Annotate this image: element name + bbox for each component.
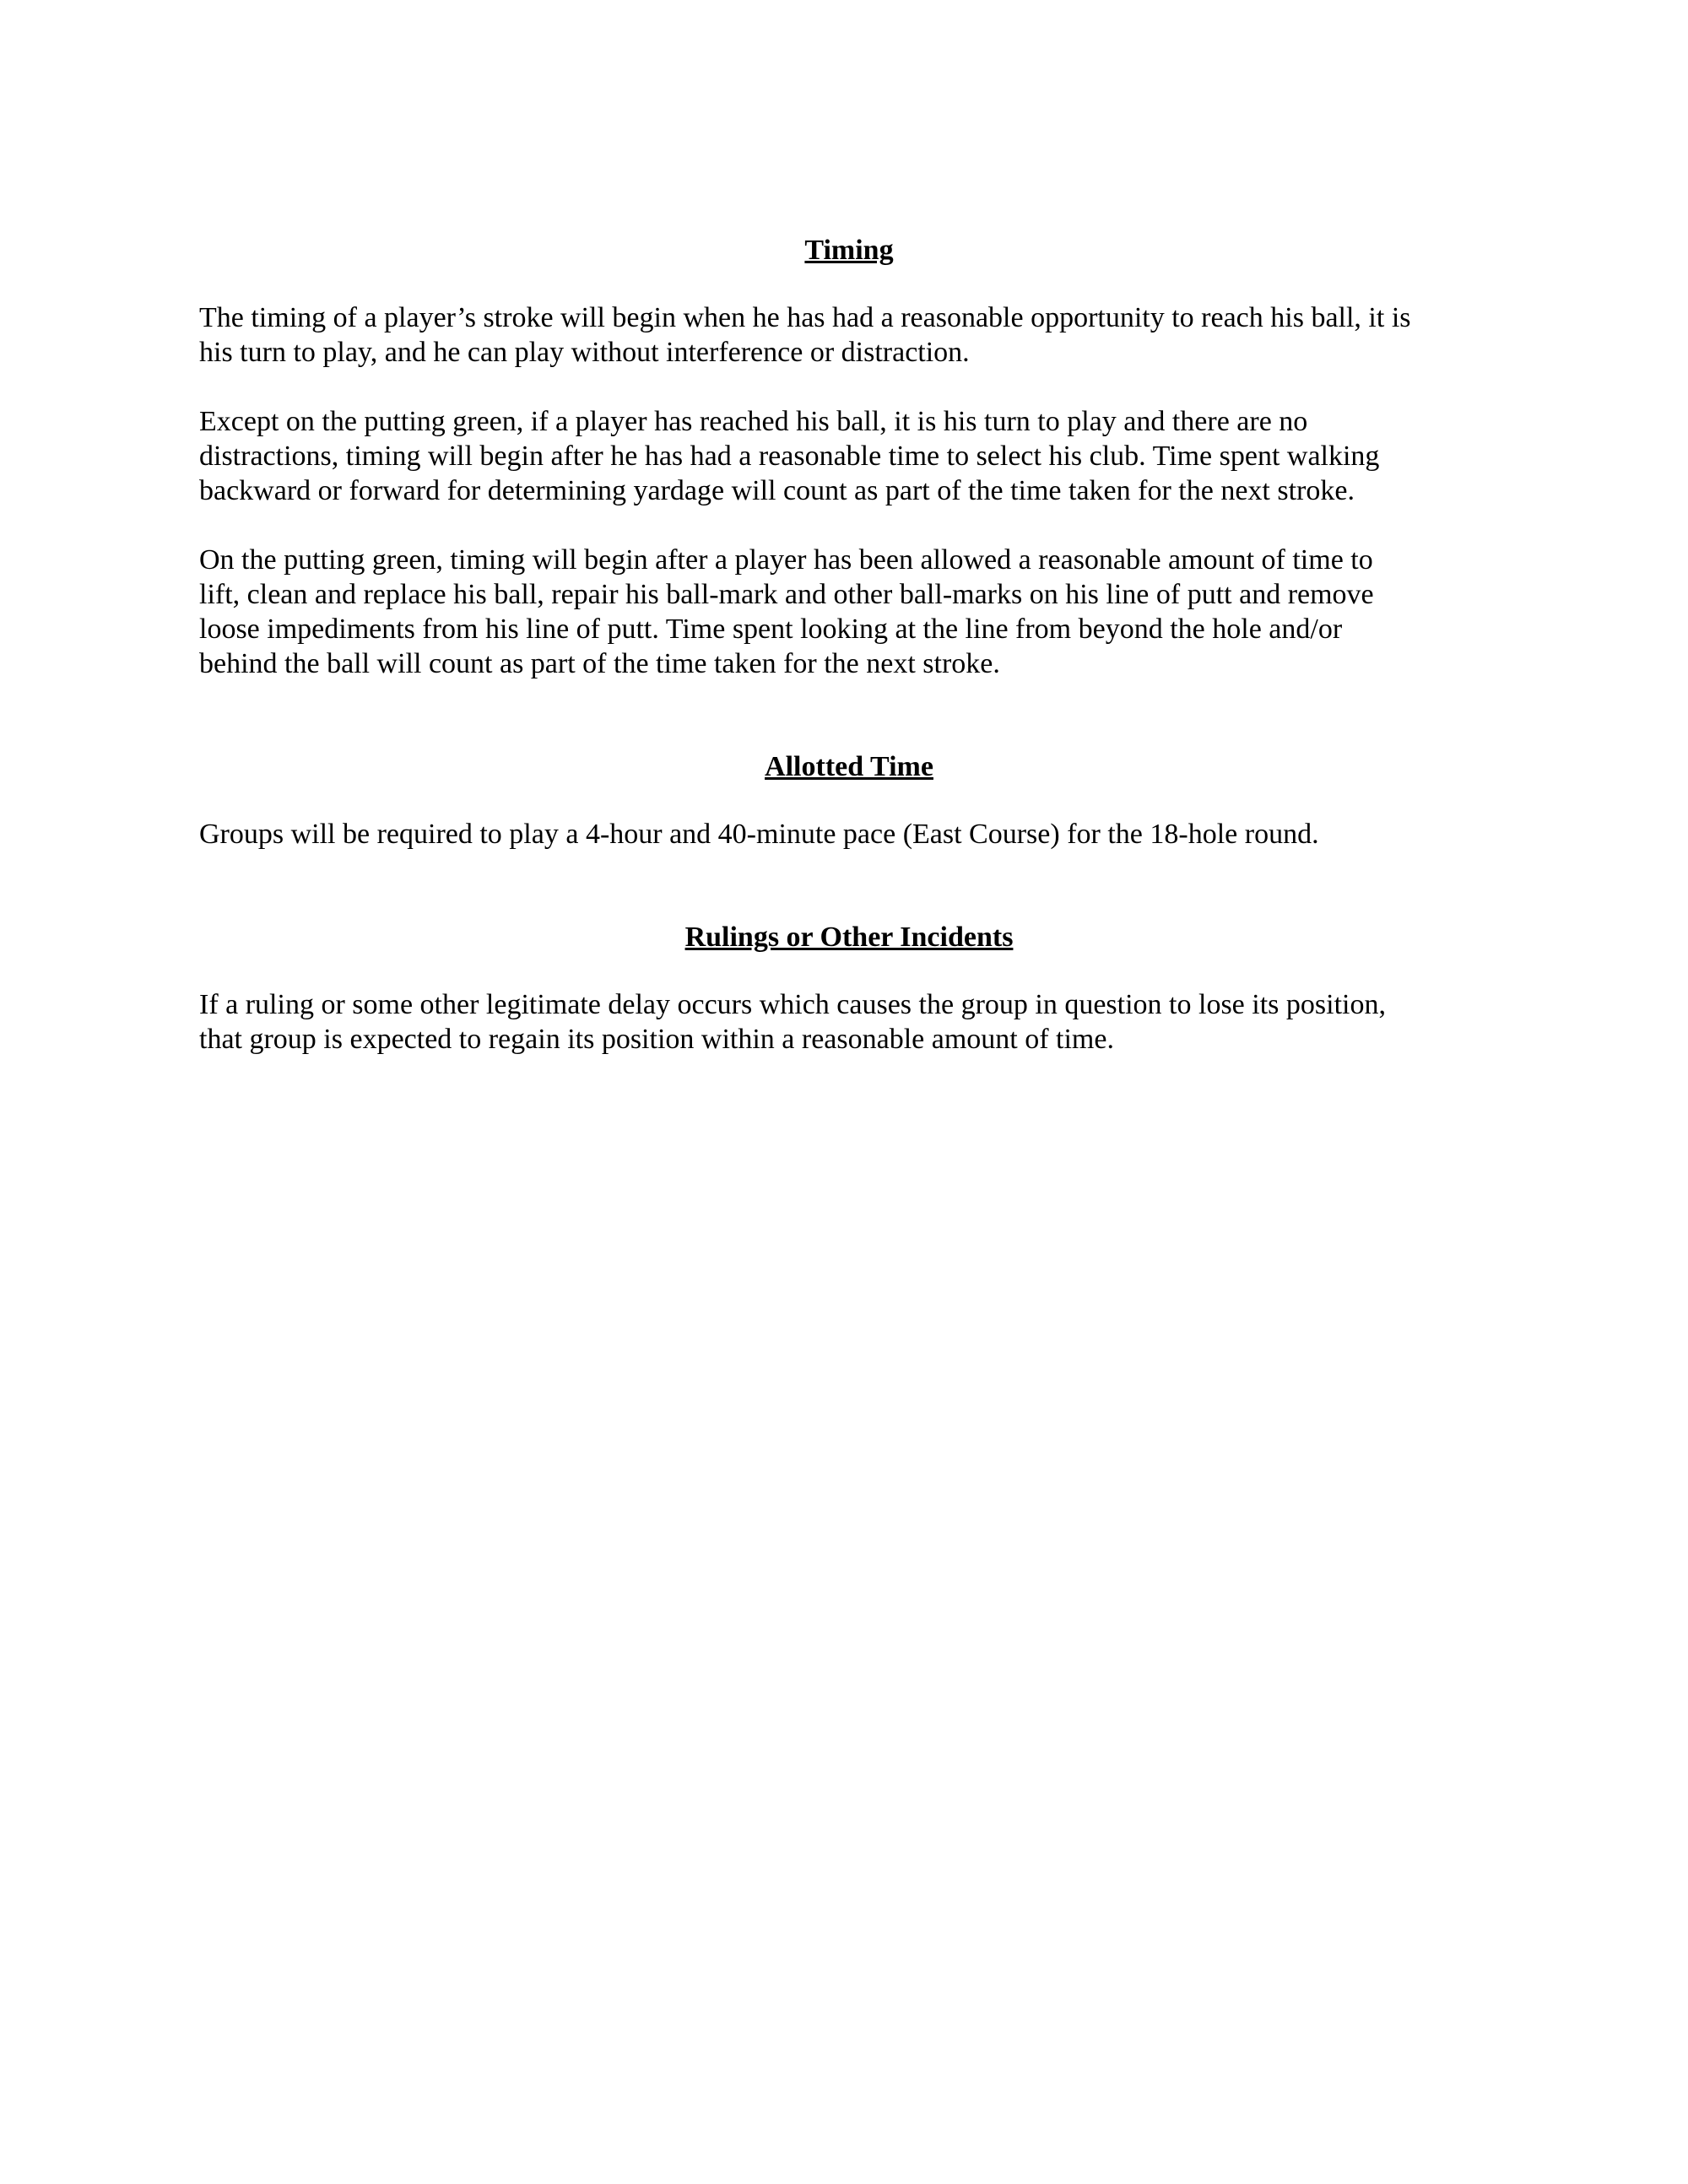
document-body — [199, 233, 1499, 1057]
text-line: The timing of a player’s stroke will begin when he has had a reasonable opportunity to reach his ball, it is — [199, 302, 1411, 333]
text-line: lift, clean and replace his ball, repair his ball-mark and other ball-marks on his line of putt and remove — [199, 579, 1374, 610]
section-heading-timing: Timing — [804, 235, 894, 266]
text-line: distractions, timing will begin after he has had a reasonable time to select his club. Time spent walking — [199, 441, 1380, 472]
text-line: Except on the putting green, if a player has reached his ball, it is his turn to play and there are no — [199, 406, 1308, 437]
paragraph-allotted-time — [199, 817, 1499, 851]
text-line: loose impediments from his line of putt. Time spent looking at the line from beyond the hole and/or — [199, 614, 1343, 645]
section-heading-rulings: Rulings or Other Incidents — [684, 922, 1014, 953]
text-line: that group is expected to regain its position within a reasonable amount of time. — [199, 1024, 1114, 1055]
paragraph-timing-putting-green — [199, 543, 1499, 681]
text-line: his turn to play, and he can play without interference or distraction. — [199, 337, 970, 368]
text-line: backward or forward for determining yardage will count as part of the time taken for the next stroke. — [199, 475, 1355, 506]
text-line: behind the ball will count as part of the time taken for the next stroke. — [199, 648, 1000, 679]
paragraph-timing-fairway — [199, 404, 1499, 508]
text-line: If a ruling or some other legitimate delay occurs which causes the group in question to lose its position, — [199, 989, 1386, 1020]
text-line: Groups will be required to play a 4-hour and 40-minute pace (East Course) for the 18-hole round. — [199, 819, 1319, 850]
section-heading-allotted-time: Allotted Time — [765, 751, 933, 782]
paragraph-rulings — [199, 987, 1499, 1057]
paragraph-timing-start — [199, 300, 1499, 370]
text-line: On the putting green, timing will begin after a player has been allowed a reasonable amount of time to — [199, 544, 1373, 576]
